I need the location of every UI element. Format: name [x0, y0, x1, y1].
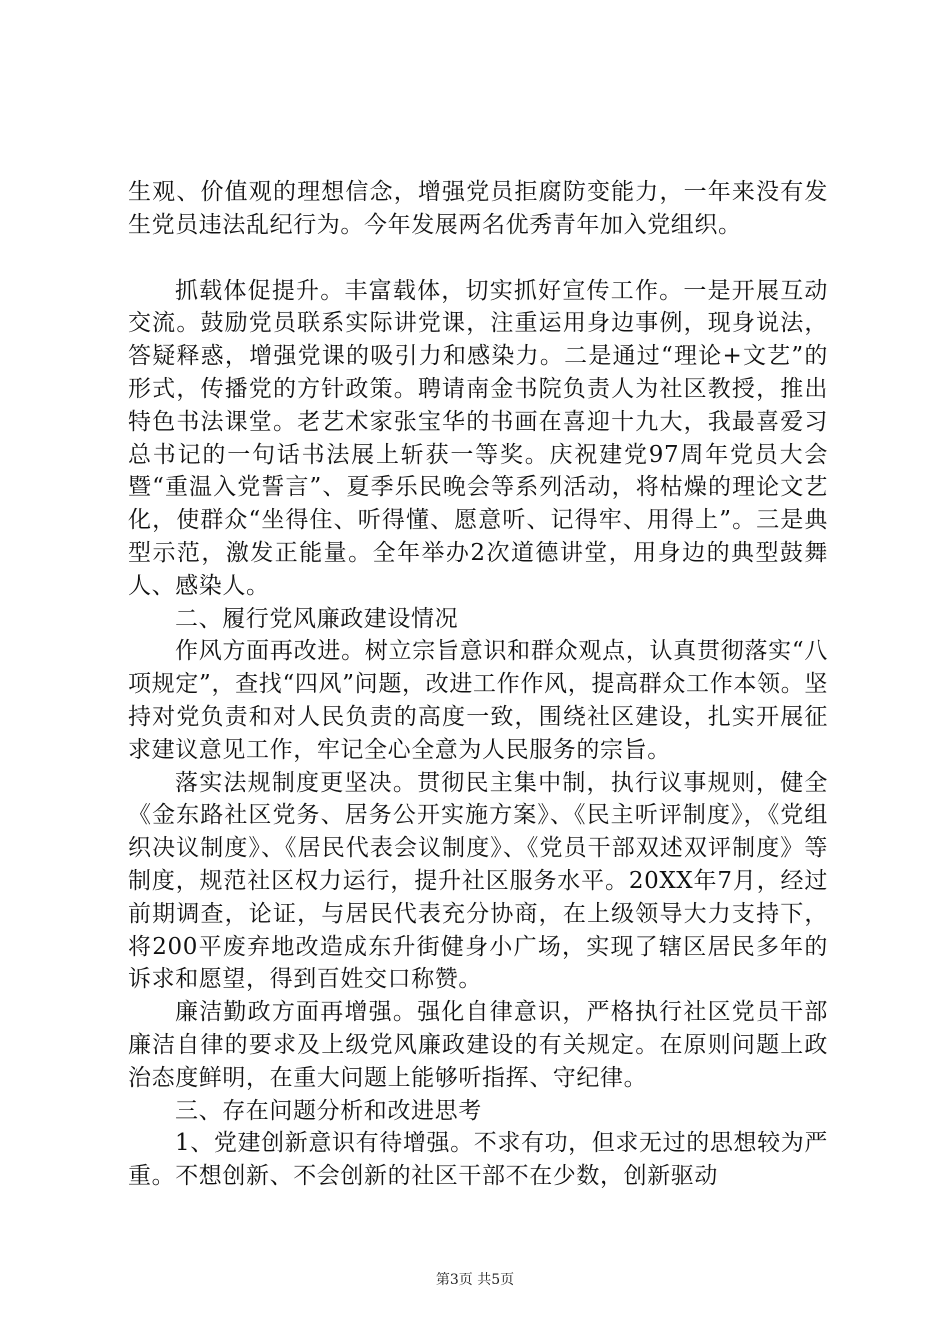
paragraph-gap — [128, 242, 828, 275]
document-body — [128, 176, 828, 1193]
paragraph-work-style: 作风方面再改进。树立宗旨意识和群众观点，认真贯彻落实“八项规定”，查找“四风”问题，改进工作作风，提高群众工作本领。坚持对党负责和对人民负责的高度一致，围绕社区建设，扎实开展征求建议意见工作，牢记全心全意为人民服务的宗旨。 — [128, 638, 828, 763]
paragraph-continuation: 生观、价值观的理想信念，增强党员拒腐防变能力，一年来没有发生党员违法乱纪行为。今年发展两名优秀青年加入党组织。 — [128, 179, 828, 238]
paragraph-carrier-promotion: 抓载体促提升。丰富载体，切实抓好宣传工作。一是开展互动交流。鼓励党员联系实际讲党课，注重运用身边事例，现身说法，答疑释惑，增强党课的吸引力和感染力。二是通过“理论+文艺”的形式，传播党的方针政策。聘请南金书院负责人为社区教授，推出特色书法课堂。老艺术家张宝华的书画在喜迎十九大，我最喜爱习总书记的一句话书法展上斩获一等奖。庆祝建党97周年党员大会暨“重温入党誓言”、夏季乐民晚会等系列活动，将枯燥的理论文艺化，使群众“坐得住、听得懂、愿意听、记得牢、用得上”。三是典型示范，激发正能量。全年举办2次道德讲堂，用身边的典型鼓舞人、感染人。 — [128, 277, 828, 599]
paragraph-innovation: 1、党建创新意识有待增强。不求有功，但求无过的思想较为严重。不想创新、不会创新的社区干部不在少数，创新驱动 — [128, 1130, 828, 1190]
section-heading-3: 三、存在问题分析和改进思考 — [175, 1097, 482, 1124]
paragraph-integrity: 廉洁勤政方面再增强。强化自律意识，严格执行社区党员干部廉洁自律的要求及上级党风廉政建设的有关规定。在原则问题上政治态度鲜明，在重大问题上能够听指挥、守纪律。 — [128, 999, 828, 1091]
section-heading-2: 二、履行党风廉政建设情况 — [175, 605, 459, 632]
paragraph-regulations: 落实法规制度更坚决。贯彻民主集中制，执行议事规则，健全《金东路社区党务、居务公开实施方案》、《民主听评制度》，《党组织决议制度》、《居民代表会议制度》、《党员干部双述双评制度》等制度，规范社区权力运行，提升社区服务水平。20XX年7月，经过前期调查，论证，与居民代表充分协商，在上级领导大力支持下，将200平废弃地改造成东升街健身小广场，实现了辖区居民多年的诉求和愿望，得到百姓交口称赞。 — [128, 769, 828, 993]
page-footer: 第3页 共5页 — [435, 1272, 515, 1288]
